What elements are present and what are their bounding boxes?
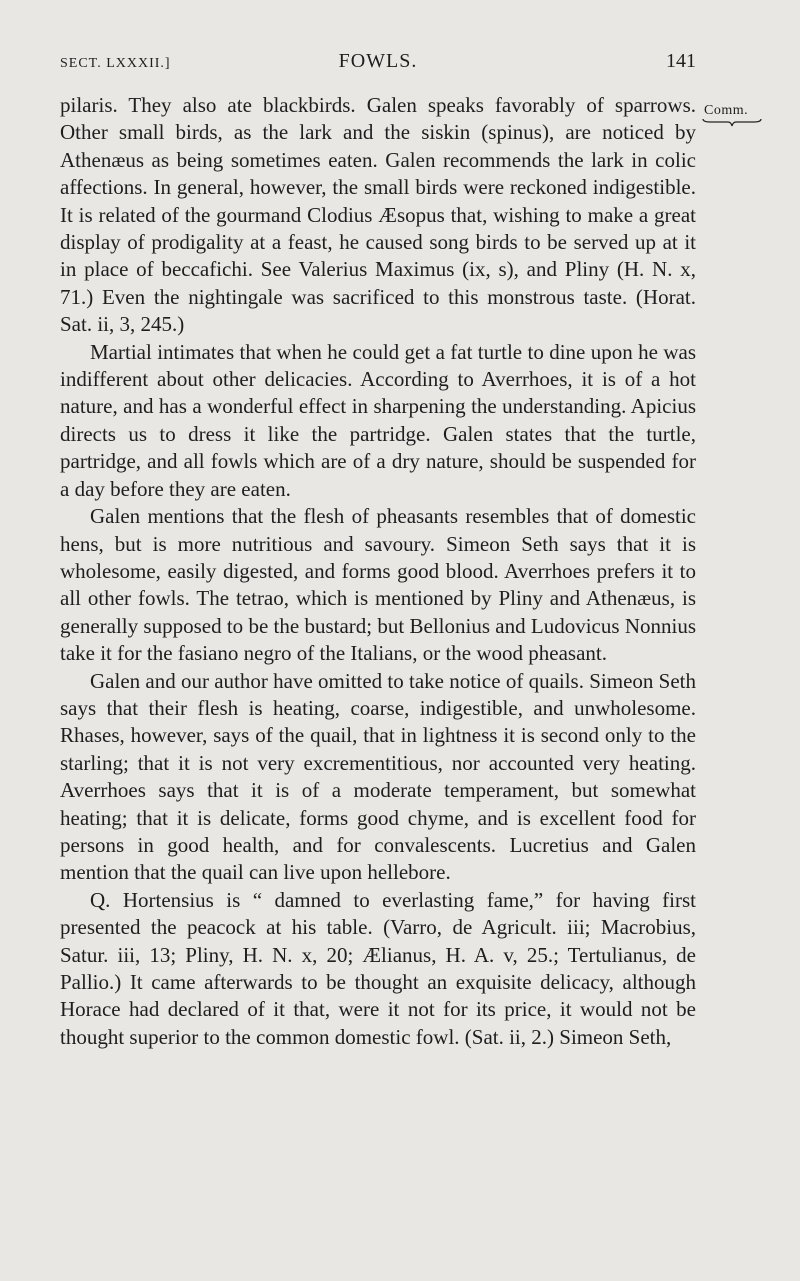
paragraph-3: Galen mentions that the flesh of pheasants resembles that of domestic hens, but is more nutritious and savoury. Simeon Seth says that it is wholesome, easily digested, and forms good blood. Averrhoes prefers it to all other fowls. The tetrao, which is mentioned by Pliny and Athenæus, is generally supposed to be the bustard; but Bellonius and Ludovicus Nonnius take it for the fasiano negro of the Italians, or the wood pheasant. bbox=[60, 504, 696, 666]
paragraph-1: pilaris. They also ate blackbirds. Galen speaks favorably of sparrows. Other small birds, as the lark and the siskin (spinus), are noticed by Athenæus as being sometimes eaten. Galen recommends the lark in colic affections. In general, however, the small birds were reckoned indigestible. It is related of the gourmand Clodius Æsopus that, wishing to make a great display of prodigality at a feast, he caused song birds to be served up at it in place of beccafichi. See Valerius Maximus (ix, s), and Pliny (H. N. x, 71.) Even the nightingale was sacrificed to this monstrous taste. (Horat. Sat. ii, 3, 245.) bbox=[60, 93, 696, 337]
paragraph-2: Martial intimates that when he could get a fat turtle to dine upon he was indifferent about other delicacies. According to Averrhoes, it is of a hot nature, and has a wonderful effect in sharpening the understanding. Apicius directs us to dress it like the partridge. Galen states that the turtle, partridge, and all fowls which are of a dry nature, should be suspended for a day before they are eaten. bbox=[60, 339, 696, 501]
brace-icon bbox=[702, 117, 762, 127]
body-text bbox=[60, 92, 696, 1051]
page-number: 141 bbox=[666, 50, 696, 72]
section-label: SECT. LXXXII.] bbox=[60, 56, 171, 71]
margin-note bbox=[704, 103, 748, 119]
paragraph-5: Q. Hortensius is “ damned to everlasting fame,” for having first presented the peacock at his table. (Varro, de Agricult. iii; Macrobius, Satur. iii, 13; Pliny, H. N. x, 20; Ælianus, H. A. v, 25.; Tertulianus, de Pallio.) It came afterwards to be thought an exquisite delicacy, although Horace had declared of it that, were it not for its price, it would not be thought superior to the common domestic fowl. (Sat. ii, 2.) Simeon Seth, bbox=[60, 887, 696, 1049]
page-title: FOWLS. bbox=[338, 50, 418, 72]
paragraph-4: Galen and our author have omitted to take notice of quails. Simeon Seth says that their flesh is heating, coarse, indigestible, and unwholesome. Rhases, however, says of the quail, that in lightness it is second only to the starling; that it is not very excrementitious, nor accounted very heating. Averrhoes says that it is of a moderate temperament, but somewhat heating; that it is delicate, forms good chyme, and is excellent food for persons in good health, and for convalescents. Lucretius and Galen mention that the quail can live upon hellebore. bbox=[60, 668, 696, 885]
running-header bbox=[60, 50, 696, 80]
margin-note-label: Comm. bbox=[704, 103, 749, 118]
